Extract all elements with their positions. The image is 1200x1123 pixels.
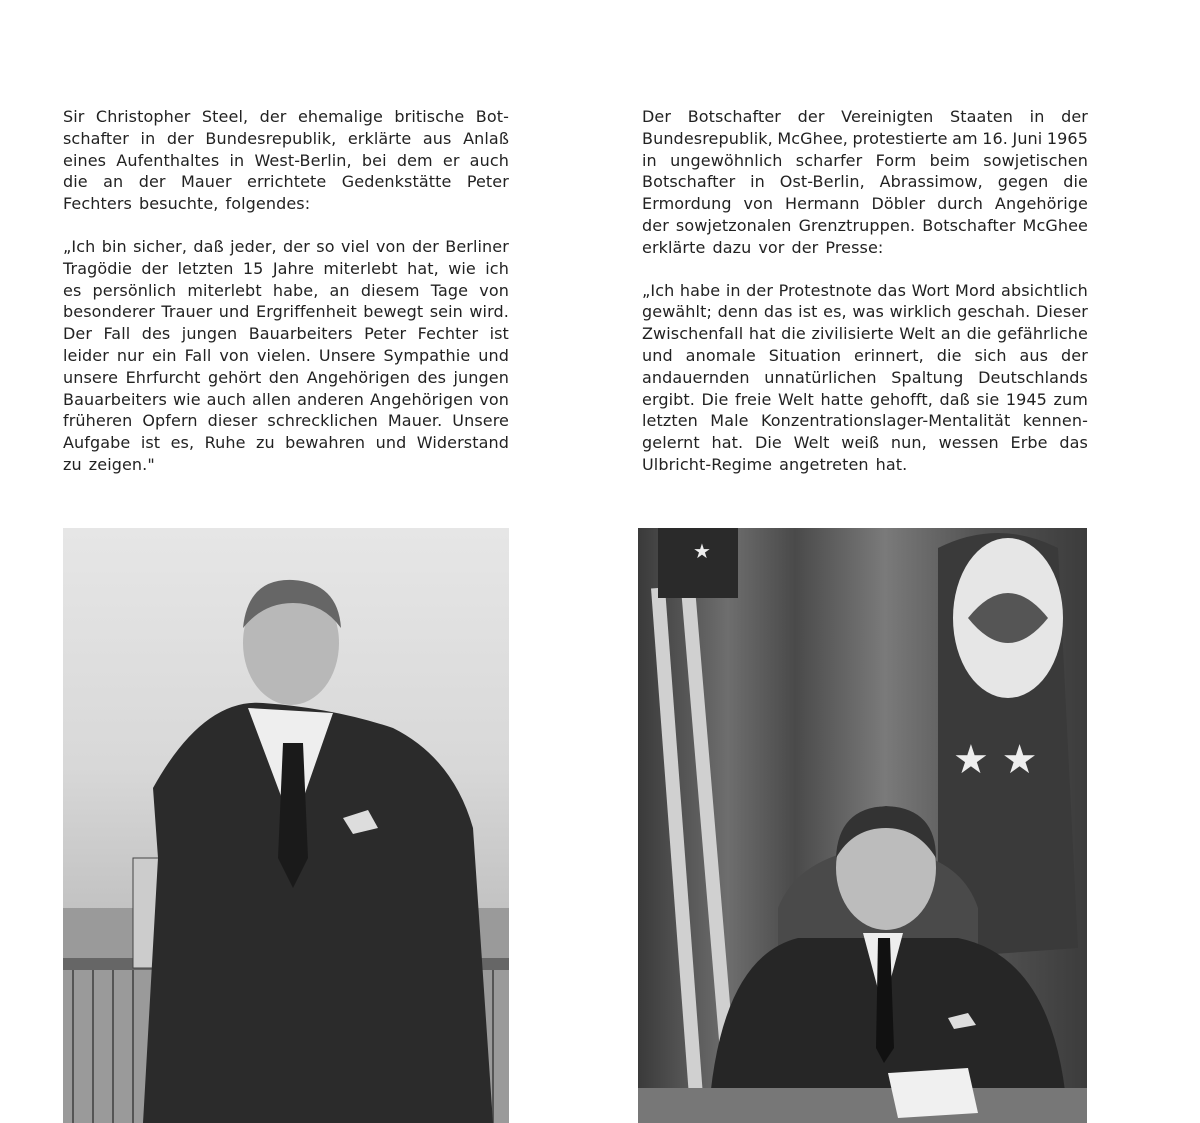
paragraph (63, 236, 509, 476)
text-line: gelernt hat. Die Welt weiß nun, wessen Erbe das (642, 433, 1088, 453)
text-line: andauernden unnatürlichen Spaltung Deutschlands (642, 367, 1088, 387)
portrait-man-seated-with-flags-image (638, 528, 1087, 1123)
text-line: erklärte dazu vor der Presse: (642, 237, 884, 257)
flag-star-icon: ★ (693, 539, 711, 563)
text-line: Fechters besuchte, folgendes: (63, 194, 311, 214)
text-line: Zwischenfall hat die zivilisierte Welt an die gefährliche (642, 324, 1088, 344)
text-line: Botschafter in Ost-Berlin, Abrassimow, gegen die (642, 172, 1088, 192)
text-line: früheren Opfern dieser schrecklichen Mauer. Unsere (63, 411, 509, 431)
text-line: leider nur ein Fall von vielen. Unsere Sympathie und (63, 345, 509, 365)
text-line: unsere Ehrfurcht gehört den Angehörigen des jungen (63, 367, 509, 387)
text-line: „Ich habe in der Protestnote das Wort Mord absichtlich (642, 280, 1088, 300)
text-line: Der Fall des jungen Bauarbeiters Peter Fechter ist (63, 324, 509, 344)
text-line: letzten Male Konzentrationslager-Mentalität kennen- (642, 411, 1088, 431)
text-line: Bauarbeiters wie auch allen anderen Angehörigen von (63, 389, 509, 409)
paragraph (642, 280, 1088, 476)
text-line: Tragödie der letzten 15 Jahre miterlebt hat, wie ich (63, 258, 509, 278)
text-line: Bundesrepublik, McGhee, protestierte am 16. Juni 1965 (642, 128, 1088, 148)
flag-star-icon: ★ ★ (953, 737, 1038, 783)
text-line: die an der Mauer errichtete Gedenkstätte Peter (63, 172, 509, 192)
photo-christopher-steel (63, 528, 509, 1123)
text-line: ergibt. Die freie Welt hatte gehofft, daß sie 1945 zum (642, 389, 1088, 409)
text-line: besonderer Trauer und Ergriffenheit bewegt sein wird. (63, 302, 509, 322)
text-line: es persönlich miterlebt habe, an diesem Tage von (63, 280, 509, 300)
text-line: und anomale Situation erinnert, die sich aus der (642, 345, 1088, 365)
text-line: in ungewöhnlich scharfer Form beim sowjetischen (642, 150, 1088, 170)
paragraph (63, 106, 509, 215)
text-line: Aufgabe ist es, Ruhe zu bewahren und Widerstand (63, 433, 509, 453)
paragraph (642, 106, 1088, 259)
text-line: zu zeigen." (63, 454, 155, 474)
right-text-column (642, 106, 1088, 497)
left-text-column (63, 106, 509, 497)
text-line: Der Botschafter der Vereinigten Staaten in der (642, 107, 1088, 126)
text-line: Ermordung von Hermann Döbler durch Angehörige (642, 194, 1088, 214)
text-line: eines Aufenthaltes in West-Berlin, bei dem er auch (63, 150, 509, 170)
text-line: schafter in der Bundesrepublik, erklärte aus Anlaß (63, 128, 509, 148)
text-line: „Ich bin sicher, daß jeder, der so viel von der Berliner (63, 236, 509, 256)
photo-mcghee (638, 528, 1087, 1123)
text-line: gewählt; denn das ist es, was wirklich geschah. Dieser (642, 302, 1088, 322)
text-line: Sir Christopher Steel, der ehemalige britische Bot- (63, 107, 509, 126)
text-line: der sowjetzonalen Grenztruppen. Botschafter McGhee (642, 215, 1088, 235)
portrait-man-standing-image (63, 528, 509, 1123)
text-line: Ulbricht-Regime angetreten hat. (642, 454, 908, 474)
